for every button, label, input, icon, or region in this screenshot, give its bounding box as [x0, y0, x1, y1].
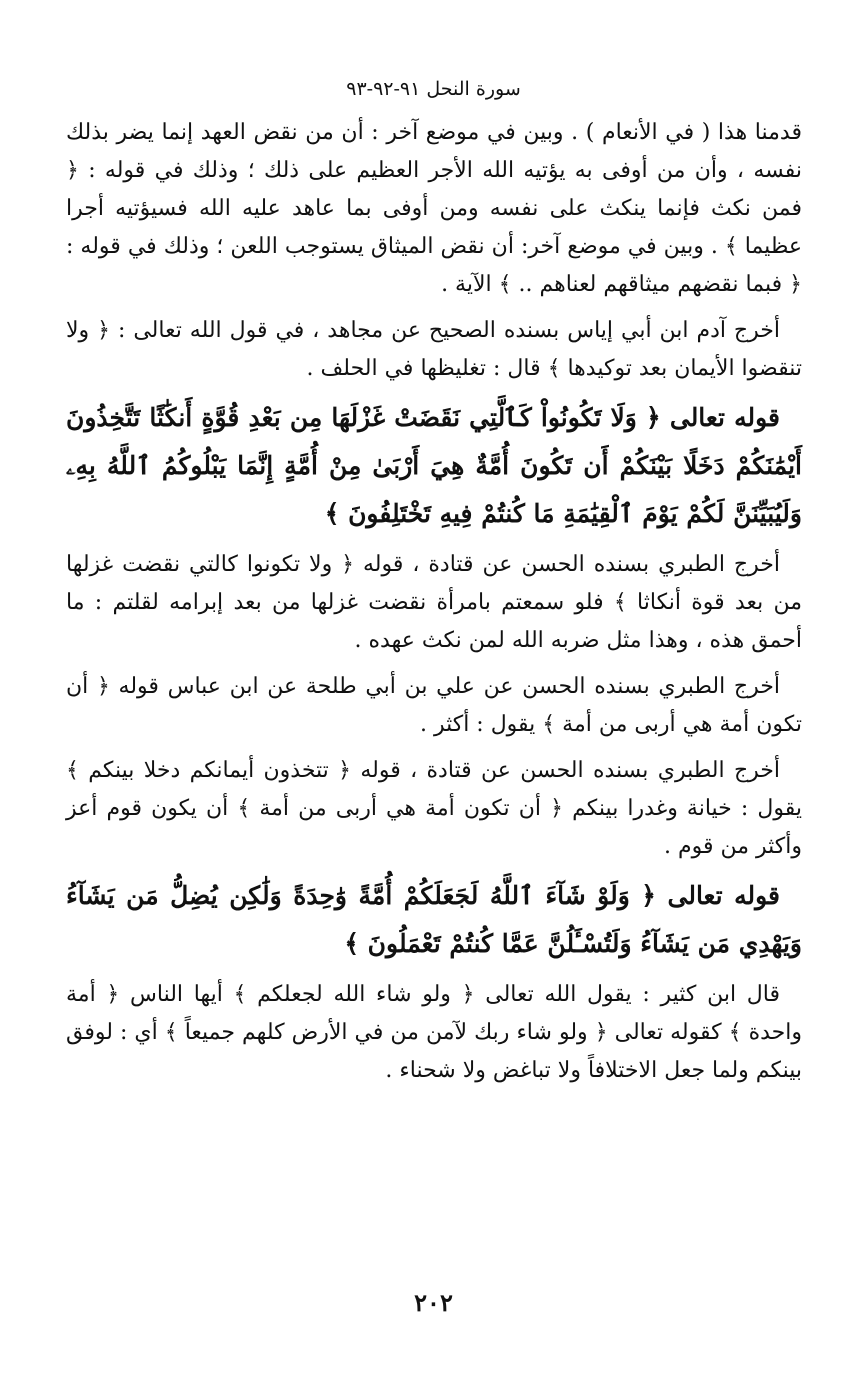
- running-header: سورة النحل ٩١-٩٢-٩٣: [346, 78, 521, 100]
- body-paragraph-4: أخرج الطبري بسنده الحسن عن علي بن أبي طلحة عن ابن عباس قوله ﴿ أن تكون أمة هي أربى من أمة ﴾ يقول : أكثر .: [66, 674, 802, 737]
- page-body: [66, 114, 802, 1090]
- body-paragraph-6: قال ابن كثير : يقول الله تعالى ﴿ ولو شاء الله لجعلكم ﴾ أيها الناس ﴿ أمة واحدة ﴾ كقوله تعالى ﴿ ولو شاء ربك لآمن من في الأرض كلهم جميعاً ﴾ أي : لوفق بينكم ولما جعل الاختلافاً ولا تباغض ولا شحناء .: [66, 982, 802, 1083]
- body-paragraph-2: أخرج آدم ابن أبي إياس بسنده الصحيح عن مجاهد ، في قول الله تعالى : ﴿ ولا تنقضوا الأيمان بعد توكيدها ﴾ قال : تغليظها في الحلف .: [66, 318, 802, 381]
- verse-heading-1: قوله تعالى ﴿ وَلَا تَكُونُواْ كَٱلَّتِي نَقَضَتْ غَزْلَهَا مِن بَعْدِ قُوَّةٍ أَنكَٰثًا تَتَّخِذُونَ أَيْمَٰنَكُمْ دَخَلًا بَيْنَكُمْ أَن تَكُونَ أُمَّةٌ هِيَ أَرْبَىٰ مِنْ أُمَّةٍ إِنَّمَا يَبْلُوكُمُ ٱللَّهُ بِهِۦ وَلَيُبَيِّنَنَّ لَكُمْ يَوْمَ ٱلْقِيَٰمَةِ مَا كُنتُمْ فِيهِ تَخْتَلِفُونَ ﴾: [66, 403, 802, 528]
- page-number: ٢٠٢: [414, 1288, 453, 1317]
- body-paragraph-1: قدمنا هذا ( في الأنعام ) . وبين في موضع آخر : أن من نقض العهد إنما يضر بذلك نفسه ، وأن من أوفى به يؤتيه الله الأجر العظيم على ذلك ؛ وذلك في قوله : ﴿ فمن نكث فإنما ينكث على نفسه ومن أوفى بما عاهد عليه الله فسيؤتيه أجرا عظيما ﴾ . وبين في موضع آخر: أن نقض الميثاق يستوجب اللعن ؛ وذلك في قوله : ﴿ فبما نقضهم ميثاقهم لعناهم .. ﴾ الآية .: [66, 120, 802, 297]
- body-paragraph-5: أخرج الطبري بسنده الحسن عن قتادة ، قوله ﴿ تتخذون أيمانكم دخلا بينكم ﴾ يقول : خيانة وغدرا بينكم ﴿ أن تكون أمة هي أربى من أمة ﴾ أن يكون قوم أعز وأكثر من قوم .: [66, 758, 802, 859]
- body-paragraph-3: أخرج الطبري بسنده الحسن عن قتادة ، قوله ﴿ ولا تكونوا كالتي نقضت غزلها من بعد قوة أنكاثا ﴾ فلو سمعتم بامرأة نقضت غزلها من بعد إبرامه لقلتم : ما أحمق هذه ، وهذا مثل ضربه الله لمن نكث عهده .: [66, 552, 802, 653]
- verse-heading-2: قوله تعالى ﴿ وَلَوْ شَآءَ ٱللَّهُ لَجَعَلَكُمْ أُمَّةً وَٰحِدَةً وَلَٰكِن يُضِلُّ مَن يَشَآءُ وَيَهْدِي مَن يَشَآءُ وَلَتُسْـَٔلُنَّ عَمَّا كُنتُمْ تَعْمَلُونَ ﴾: [66, 881, 802, 958]
